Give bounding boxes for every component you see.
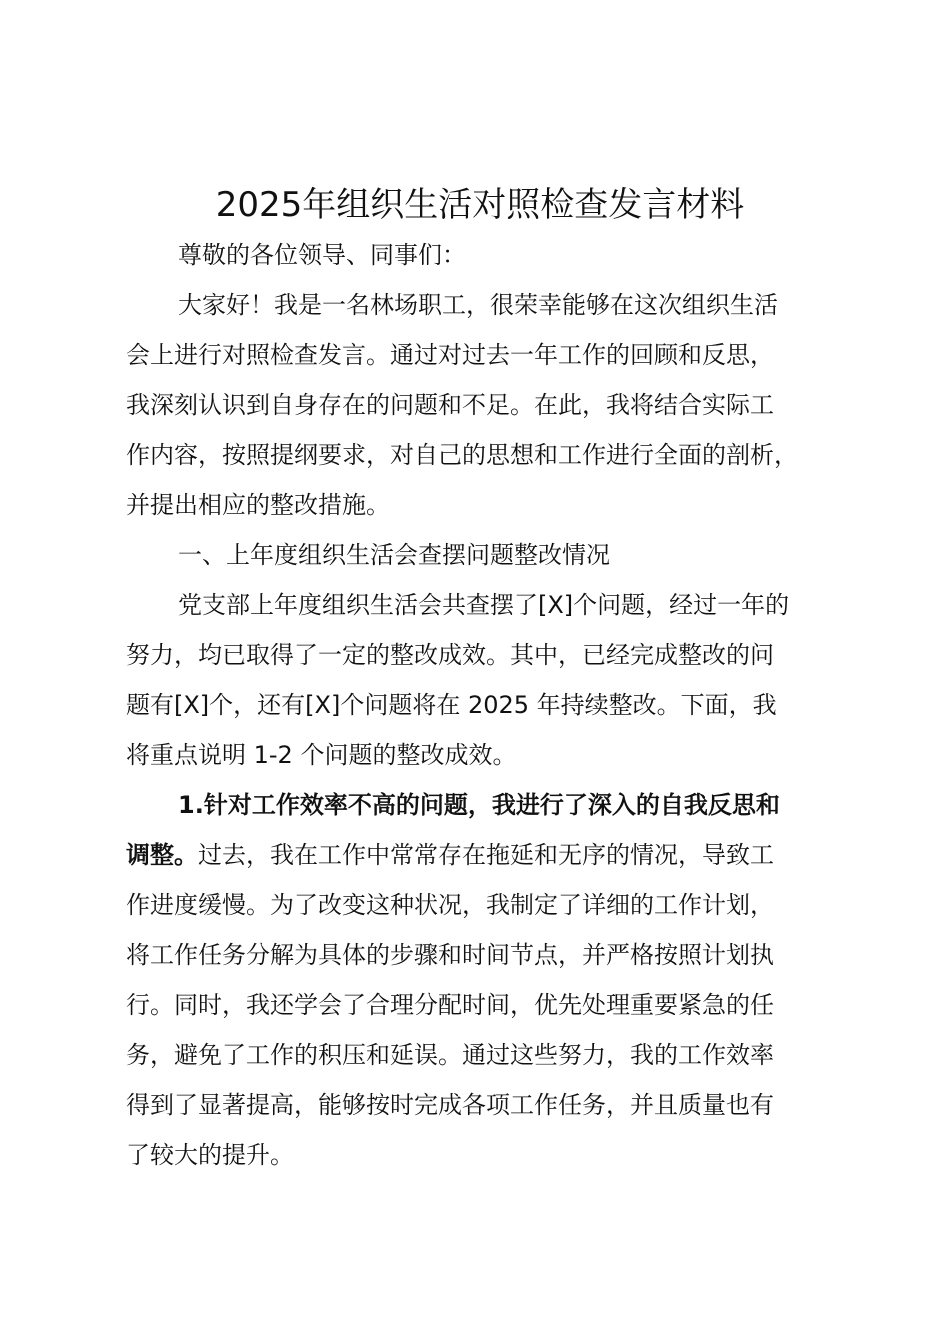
section-line: 努力，均已取得了一定的整改成效。其中，已经完成整改的问 bbox=[126, 641, 774, 669]
document-title: 2025年组织生活对照检查发言材料 bbox=[215, 185, 745, 225]
intro-line: 我深刻认识到自身存在的问题和不足。在此，我将结合实际工 bbox=[126, 391, 774, 419]
salutation: 尊敬的各位领导、同事们： bbox=[178, 241, 466, 269]
item-line: 行。同时，我还学会了合理分配时间，优先处理重要紧急的任 bbox=[126, 991, 774, 1019]
item-line: 得到了显著提高，能够按时完成各项工作任务，并且质量也有 bbox=[126, 1091, 774, 1119]
section-line: 将重点说明 1-2 个问题的整改成效。 bbox=[126, 741, 517, 769]
item-line: 作进度缓慢。为了改变这种状况，我制定了详细的工作计划， bbox=[126, 891, 774, 919]
item-text: 过去，我在工作中常常存在拖延和无序的情况，导致工 bbox=[198, 841, 774, 869]
intro-line: 会上进行对照检查发言。通过对过去一年工作的回顾和反思， bbox=[126, 341, 774, 369]
item-line: 务，避免了工作的积压和延误。通过这些努力，我的工作效率 bbox=[126, 1041, 774, 1069]
item-line: 了较大的提升。 bbox=[126, 1141, 294, 1169]
intro-line: 并提出相应的整改措施。 bbox=[126, 491, 390, 519]
item-line: 将工作任务分解为具体的步骤和时间节点，并严格按照计划执 bbox=[126, 941, 774, 969]
item-heading-end: 调整。 bbox=[126, 841, 198, 869]
intro-line: 作内容，按照提纲要求，对自己的思想和工作进行全面的剖析， bbox=[126, 441, 798, 469]
intro-line: 大家好！我是一名林场职工，很荣幸能够在这次组织生活 bbox=[178, 291, 778, 319]
document-body bbox=[126, 230, 826, 1180]
item-heading: 1.针对工作效率不高的问题，我进行了深入的自我反思和 bbox=[178, 791, 780, 819]
section-line: 党支部上年度组织生活会共查摆了[X]个问题，经过一年的 bbox=[178, 591, 790, 619]
section-heading: 一、上年度组织生活会查摆问题整改情况 bbox=[178, 541, 610, 569]
section-line: 题有[X]个，还有[X]个问题将在 2025 年持续整改。下面，我 bbox=[126, 691, 777, 719]
item-line bbox=[126, 830, 826, 880]
